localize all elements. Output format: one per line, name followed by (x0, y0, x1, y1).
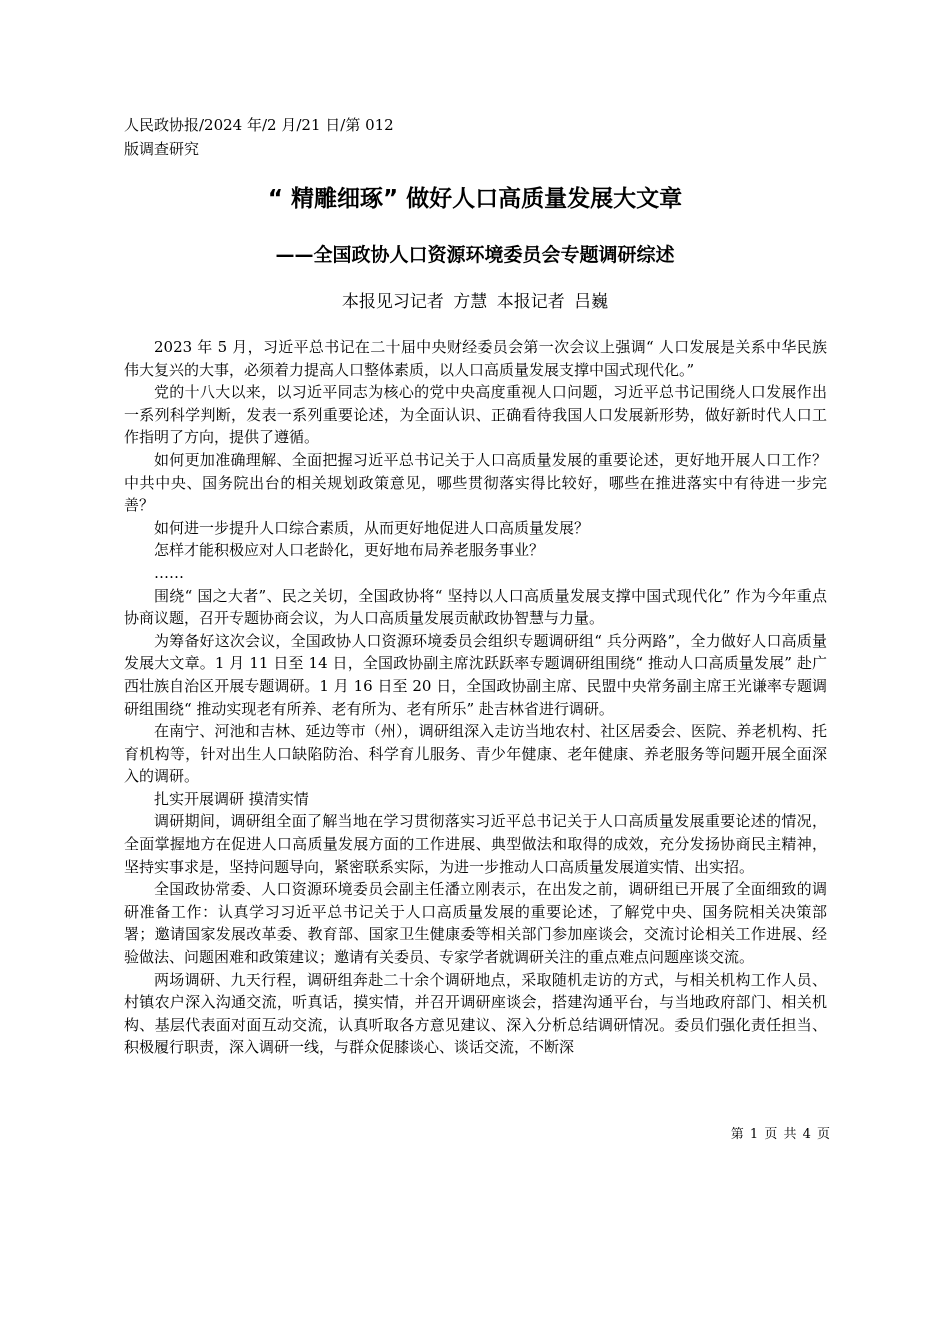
paragraph-1: 2023 年 5 月，习近平总书记在二十届中央财经委员会第一次会议上强调“ 人口发展是关系中华民族伟大复兴的大事，必须着力提高人口整体素质，以人口高质量发展支撑中国式现代化。” (124, 338, 827, 379)
article-byline: 本报见习记者 方慧 本报记者 吕巍 (341, 292, 609, 312)
paragraph-9: 在南宁、河池和吉林、延边等市（州），调研组深入走访当地农村、社区居委会、医院、养老机构、托育机构等，针对出生人口缺陷防治、科学育儿服务、青少年健康、老年健康、养老服务等问题开展全面深入的调研。 (124, 722, 827, 786)
source-citation (124, 113, 424, 161)
source-line-1: 人民政协报/2024 年/2 月/21 日/第 012 (124, 116, 394, 134)
article-title: “ 精雕细琢” 做好人口高质量发展大文章 (267, 186, 683, 212)
section-heading: 扎实开展调研 摸清实情 (154, 789, 309, 808)
source-line-2: 版调查研究 (124, 140, 200, 158)
paragraph-12: 两场调研、九天行程，调研组奔赴二十余个调研地点，采取随机走访的方式，与相关机构工作人员、村镇农户深入沟通交流，听真话，摸实情，并召开调研座谈会，搭建沟通平台，与当地政府部门、相关机构、基层代表面对面互动交流，认真听取各方意见建议、深入分析总结调研情况。委员们强化责任担当、积极履行职责，深入调研一线，与群众促膝谈心、谈话交流，不断深 (124, 970, 827, 1057)
paragraph-11: 全国政协常委、人口资源环境委员会副主任潘立刚表示，在出发之前，调研组已开展了全面细致的调研准备工作：认真学习习近平总书记关于人口高质量发展的重要论述，了解党中央、国务院相关决策部署；邀请国家发展改革委、教育部、国家卫生健康委等相关部门参加座谈会，交流讨论相关工作进展、经验做法、问题困难和政策建议；邀请有关委员、专家学者就调研关注的重点难点问题座谈交流。 (124, 880, 827, 967)
paragraph-3: 如何更加准确理解、全面把握习近平总书记关于人口高质量发展的重要论述，更好地开展人口工作？中共中央、国务院出台的相关规划政策意见，哪些贯彻落实得比较好，哪些在推进落实中有待进一步完善？ (124, 450, 827, 515)
article-body (124, 336, 827, 1059)
paragraph-2: 党的十八大以来，以习近平同志为核心的党中央高度重视人口问题，习近平总书记围绕人口发展作出一系列科学判断，发表一系列重要论述，为全面认识、正确看待我国人口发展新形势，做好新时代人口工作指明了方向，提供了遵循。 (124, 383, 827, 447)
paragraph-7: 围绕“ 国之大者”、民之关切，全国政协将“ 坚持以人口高质量发展支撑中国式现代化” 作为今年重点协商议题，召开专题协商会议，为人口高质量发展贡献政协智慧与力量。 (124, 586, 827, 628)
article-subtitle: ——全国政协人口资源环境委员会专题调研综述 (275, 244, 675, 266)
paragraph-6: …… (154, 563, 184, 582)
paragraph-5: 怎样才能积极应对人口老龄化，更好地布局养老服务事业？ (154, 541, 545, 560)
paragraph-10: 调研期间，调研组全面了解当地在学习贯彻落实习近平总书记关于人口高质量发展重要论述的情况，全面掌握地方在促进人口高质量发展方面的工作进展、典型做法和取得的成效，充分发扬协商民主精神，坚持实事求是，坚持问题导向，紧密联系实际，为进一步推动人口高质量发展道实情、出实招。 (124, 812, 827, 876)
paragraph-4: 如何进一步提升人口综合素质，从而更好地促进人口高质量发展？ (154, 518, 590, 537)
paragraph-8: 为筹备好这次会议，全国政协人口资源环境委员会组织专题调研组“ 兵分两路”，全力做好人口高质量发展大文章。1 月 11 日至 14 日，全国政协副主席沈跃跃率专题调研组围绕“ 推动人口高质量发展” 赴广西壮族自治区开展专题调研。1 月 16 日至 20 日，全国政协副主席、民盟中央常务副主席王光谦率专题调研组围绕“ 推动实现老有所养、老有所为、老有所乐” 赴吉林省进行调研。 (124, 631, 827, 718)
page-indicator: 第 1 页 共 4 页 (730, 1127, 830, 1142)
